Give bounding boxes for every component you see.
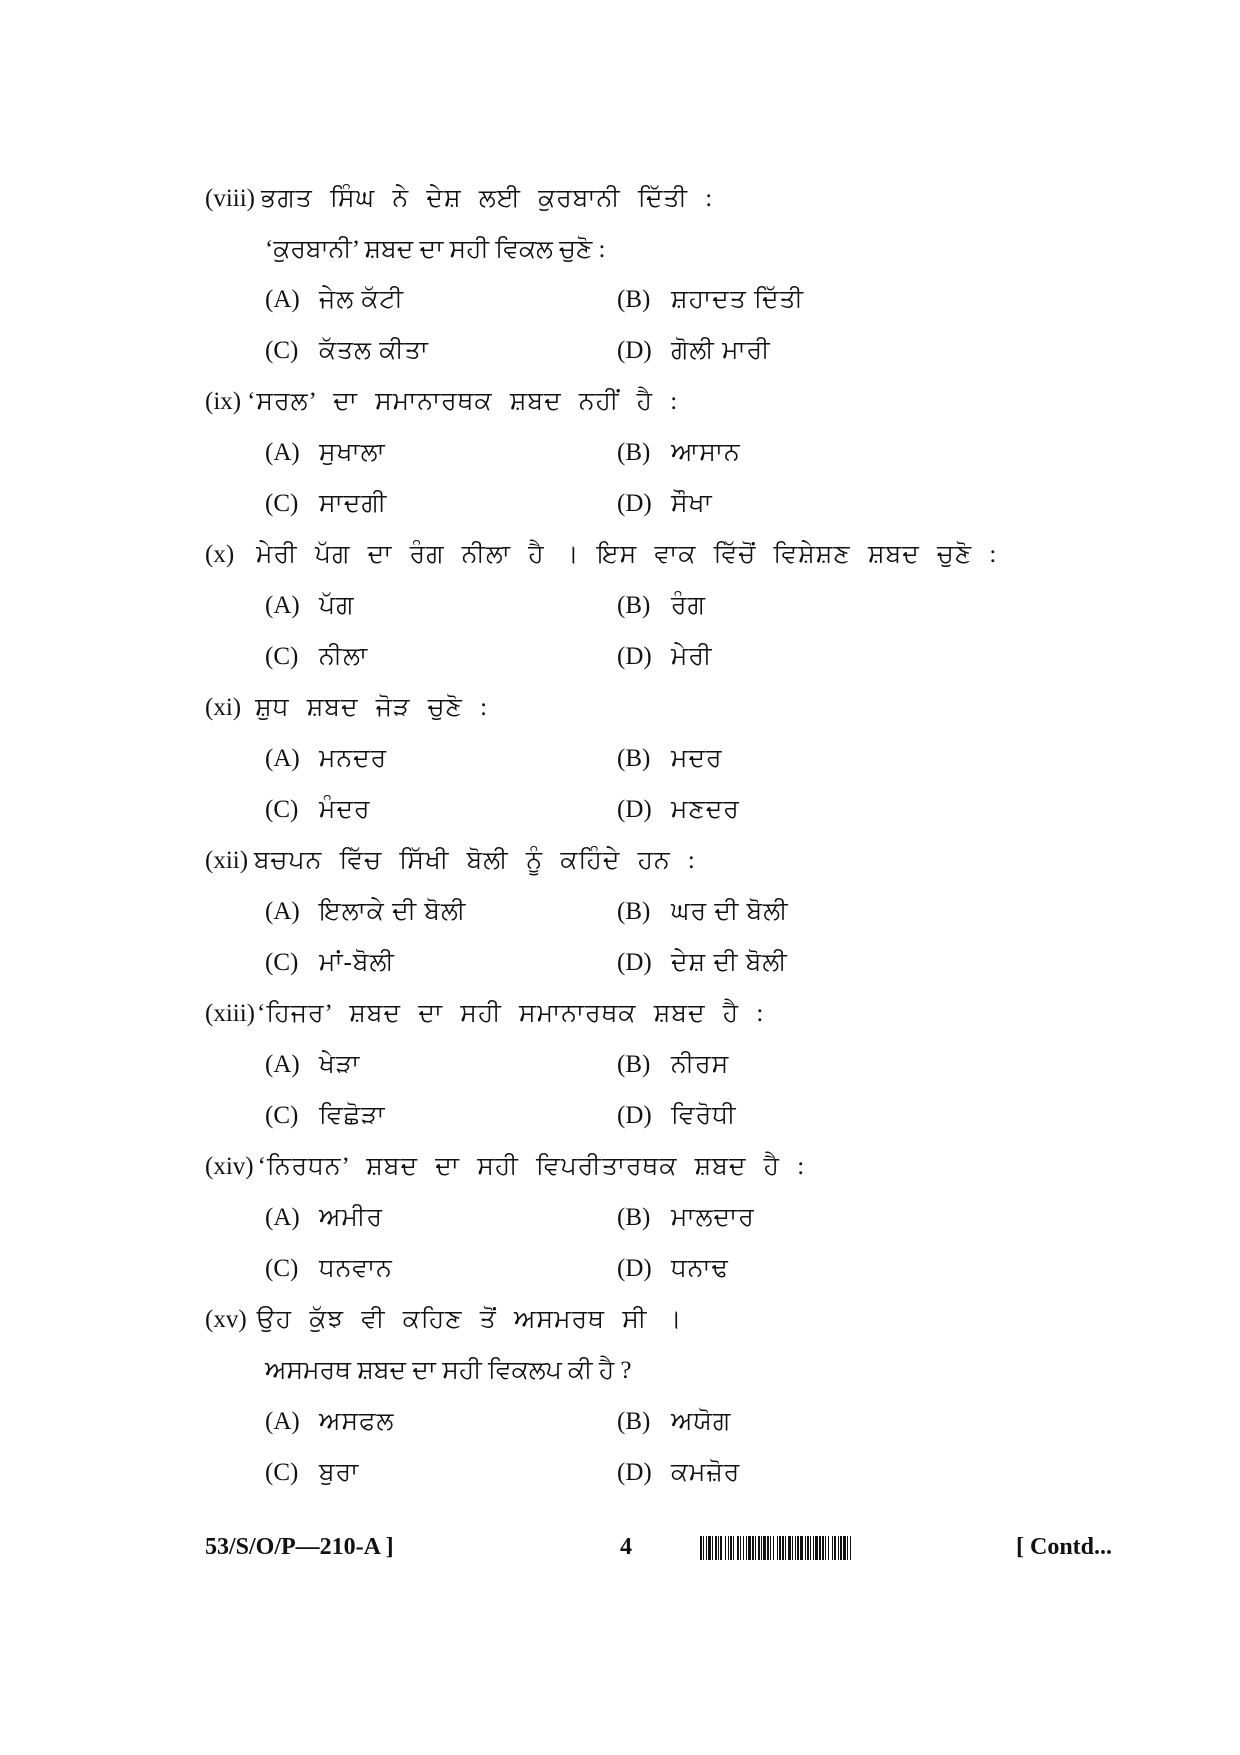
question-number: (ix) (205, 388, 242, 415)
barcode-stripe (748, 1536, 751, 1560)
option-text: ਧਨਾਢ (671, 1255, 729, 1282)
question-xiv (205, 1150, 1105, 1184)
barcode-stripe (810, 1536, 811, 1560)
question-text: ਮੇਰੀ ਪੱਗ ਦਾ ਰੰਗ ਨੀਲਾ ਹੈ । ਇਸ ਵਾਕ ਵਿੱਚੋਂ ਵਿਸ਼ੇਸ਼ਣ ਸ਼ਬਦ ਚੁਣੋ : (256, 541, 998, 568)
option-a[interactable] (265, 742, 387, 776)
barcode-stripe (752, 1536, 754, 1560)
question-text: ਉਹ ਕੁੱਝ ਵੀ ਕਹਿਣ ਤੋਂ ਅਸਮਰਥ ਸੀ । (256, 1306, 683, 1333)
option-d[interactable] (617, 334, 771, 368)
option-c[interactable] (265, 793, 371, 827)
option-d[interactable] (617, 1252, 729, 1286)
barcode-stripe (740, 1536, 741, 1560)
barcode-stripe (725, 1536, 726, 1560)
option-text: ਆਸਾਨ (671, 439, 741, 466)
option-label: (A) (265, 1051, 300, 1078)
barcode-stripe (838, 1536, 839, 1560)
option-b[interactable] (617, 1405, 731, 1439)
option-text: ਪੱਗ (319, 592, 355, 619)
option-label: (B) (617, 592, 651, 619)
option-label: (A) (265, 898, 300, 925)
barcode-stripe (761, 1536, 762, 1560)
barcode-stripe (779, 1536, 781, 1560)
option-b[interactable] (617, 436, 741, 470)
question-number: (xiv) (205, 1153, 254, 1180)
barcode-stripe (828, 1536, 829, 1560)
option-label: (D) (617, 490, 652, 517)
barcode-stripe (815, 1536, 818, 1560)
barcode-stripe (785, 1536, 786, 1560)
option-text: ਸ਼ਹਾਦਤ ਦਿੱਤੀ (671, 286, 805, 313)
option-a[interactable] (265, 436, 386, 470)
option-label: (A) (265, 745, 300, 772)
option-label: (A) (265, 592, 300, 619)
question-text: ਸ਼ੁਧ ਸ਼ਬਦ ਜੋੜ ਚੁਣੋ : (255, 694, 489, 721)
option-text: ਸੌਖਾ (671, 490, 713, 517)
option-c[interactable] (265, 640, 368, 674)
option-label: (D) (617, 1459, 652, 1486)
barcode-stripe (819, 1536, 821, 1560)
barcode-stripe (758, 1536, 760, 1560)
option-text: ਮਾਲਦਾਰ (671, 1204, 755, 1231)
option-d[interactable] (617, 946, 788, 980)
option-d[interactable] (617, 1099, 736, 1133)
barcode-stripe (703, 1536, 704, 1560)
option-text: ਨੀਰਸ (671, 1051, 730, 1078)
option-text: ਰੰਗ (671, 592, 706, 619)
option-text: ਸਾਦਗੀ (319, 490, 388, 517)
question-xv (205, 1303, 1105, 1337)
option-text: ਅਸਫਲ (319, 1408, 395, 1435)
question-text: ਭਗਤ ਸਿੰਘ ਨੇ ਦੇਸ਼ ਲਈ ਕੁਰਬਾਨੀ ਦਿੱਤੀ : (261, 185, 714, 212)
option-c[interactable] (265, 1456, 359, 1490)
barcode-stripe (706, 1536, 707, 1560)
barcode-stripe (795, 1536, 796, 1560)
option-a[interactable] (265, 589, 355, 623)
option-label: (B) (617, 286, 651, 313)
option-text: ਘਰ ਦੀ ਬੋਲੀ (671, 898, 789, 925)
option-c[interactable] (265, 1252, 393, 1286)
barcode (700, 1536, 1010, 1560)
option-c[interactable] (265, 946, 395, 980)
barcode-stripe (728, 1536, 729, 1560)
option-label: (B) (617, 898, 651, 925)
barcode-stripe (792, 1536, 793, 1560)
option-text: ਮੇਰੀ (671, 643, 713, 670)
barcode-stripe (733, 1536, 734, 1560)
question-number: (xi) (205, 694, 242, 721)
barcode-stripe (755, 1536, 756, 1560)
option-text: ਮਨਦਰ (319, 745, 388, 772)
question-number: (viii) (205, 185, 255, 212)
option-a[interactable] (265, 1048, 360, 1082)
barcode-stripe (730, 1536, 732, 1560)
option-text: ਕੱਤਲ ਕੀਤਾ (319, 337, 429, 364)
barcode-stripe (720, 1536, 722, 1560)
option-label: (C) (265, 796, 299, 823)
barcode-stripe (843, 1536, 846, 1560)
option-label: (B) (617, 745, 651, 772)
barcode-stripe (825, 1536, 826, 1560)
barcode-stripe (743, 1536, 744, 1560)
barcode-stripe (840, 1536, 842, 1560)
option-label: (C) (265, 1102, 299, 1129)
barcode-stripe (788, 1536, 791, 1560)
barcode-stripe (805, 1536, 806, 1560)
question-xii (205, 844, 1105, 878)
option-a[interactable] (265, 1405, 394, 1439)
option-text: ਮਾਂ-ਬੋਲੀ (319, 949, 395, 976)
option-d[interactable] (617, 487, 713, 521)
question-subtext: ‘ਕੁਰਬਾਨੀ’ ਸ਼ਬਦ ਦਾ ਸਹੀ ਵਿਕਲ ਚੁਣੋ : (265, 236, 606, 263)
barcode-stripe (813, 1536, 814, 1560)
barcode-stripe (834, 1536, 836, 1560)
barcode-stripe (712, 1536, 713, 1560)
option-label: (C) (265, 490, 299, 517)
barcode-stripe (715, 1536, 717, 1560)
option-text: ਇਲਾਕੇ ਦੀ ਬੋਲੀ (319, 898, 467, 925)
option-text: ਨੀਲਾ (319, 643, 369, 670)
question-text: ‘ਨਿਰਧਨ’ ਸ਼ਬਦ ਦਾ ਸਹੀ ਵਿਪਰੀਤਾਰਥਕ ਸ਼ਬਦ ਹੈ : (257, 1153, 806, 1180)
option-label: (D) (617, 1102, 652, 1129)
option-c[interactable] (265, 487, 387, 521)
option-text: ਖੇੜਾ (319, 1051, 361, 1078)
question-number: (xiii) (205, 1000, 255, 1027)
option-label: (B) (617, 1408, 651, 1435)
option-d[interactable] (617, 640, 712, 674)
barcode-stripe (777, 1536, 778, 1560)
question-subtext: ਅਸਮਰਥ ਸ਼ਬਦ ਦਾ ਸਹੀ ਵਿਕਲਪ ਕੀ ਹੈ ? (265, 1357, 632, 1384)
option-label: (A) (265, 1408, 300, 1435)
option-b[interactable] (617, 742, 723, 776)
barcode-stripe (850, 1536, 851, 1560)
option-label: (A) (265, 286, 300, 313)
barcode-stripe (708, 1536, 711, 1560)
option-label: (A) (265, 439, 300, 466)
option-a[interactable] (265, 895, 466, 929)
option-b[interactable] (617, 1201, 755, 1235)
option-a[interactable] (265, 1201, 383, 1235)
option-b[interactable] (617, 1048, 729, 1082)
option-label: (D) (617, 796, 652, 823)
option-label: (D) (617, 949, 652, 976)
option-c[interactable] (265, 334, 429, 368)
question-text: ‘ਹਿਜਰ’ ਸ਼ਬਦ ਦਾ ਸਹੀ ਸਮਾਨਾਰਥਕ ਸ਼ਬਦ ਹੈ : (257, 1000, 765, 1027)
option-label: (C) (265, 643, 299, 670)
question-viii (205, 182, 1105, 216)
option-label: (C) (265, 949, 299, 976)
question-number: (xii) (205, 847, 249, 874)
option-a[interactable] (265, 283, 404, 317)
paper-code: 53/S/O/P—210-A ] (205, 1534, 394, 1560)
barcode-stripe (700, 1536, 702, 1560)
option-text: ਮਦਰ (671, 745, 723, 772)
barcode-stripe (763, 1536, 766, 1560)
question-xi (205, 691, 1105, 725)
option-text: ਗੋਲੀ ਮਾਰੀ (671, 337, 771, 364)
option-label: (C) (265, 337, 299, 364)
option-b[interactable] (617, 895, 789, 929)
question-xiii (205, 997, 1105, 1031)
barcode-stripe (737, 1536, 739, 1560)
barcode-stripe (767, 1536, 769, 1560)
option-text: ਮੰਦਰ (319, 796, 371, 823)
option-label: (B) (617, 1051, 651, 1078)
option-label: (B) (617, 439, 651, 466)
option-text: ਸੁਖਾਲਾ (319, 439, 386, 466)
contd-label: [ Contd... (1016, 1534, 1113, 1560)
barcode-stripe (718, 1536, 719, 1560)
option-text: ਵਿਰੋਧੀ (671, 1102, 737, 1129)
barcode-stripe (800, 1536, 803, 1560)
question-text: ਬਚਪਨ ਵਿੱਚ ਸਿੱਖੀ ਬੋਲੀ ਨੂੰ ਕਹਿੰਦੇ ਹਨ : (254, 847, 696, 874)
barcode-stripe (782, 1536, 784, 1560)
option-text: ਧਨਵਾਨ (319, 1255, 393, 1282)
question-number: (xv) (205, 1306, 247, 1333)
question-ix (205, 385, 1105, 419)
option-label: (D) (617, 1255, 652, 1282)
option-label: (D) (617, 337, 652, 364)
option-text: ਕਮਜ਼ੋਰ (671, 1459, 741, 1486)
option-d[interactable] (617, 793, 740, 827)
barcode-stripe (797, 1536, 799, 1560)
option-label: (C) (265, 1459, 299, 1486)
barcode-stripe (773, 1536, 774, 1560)
option-text: ਅਮੀਰ (319, 1204, 383, 1231)
option-text: ਬੁਰਾ (319, 1459, 360, 1486)
option-text: ਵਿਛੋੜਾ (319, 1102, 386, 1129)
option-label: (B) (617, 1204, 651, 1231)
option-c[interactable] (265, 1099, 386, 1133)
option-text: ਮਣਦਰ (671, 796, 740, 823)
barcode-stripe (822, 1536, 824, 1560)
barcode-stripe (770, 1536, 771, 1560)
option-b[interactable] (617, 283, 804, 317)
question-text: ‘ਸਰਲ’ ਦਾ ਸਮਾਨਾਰਥਕ ਸ਼ਬਦ ਨਹੀਂ ਹੈ : (247, 388, 679, 415)
question-number: (x) (205, 541, 235, 568)
option-d[interactable] (617, 1456, 740, 1490)
option-label: (D) (617, 643, 652, 670)
page-number: 4 (620, 1534, 632, 1560)
question-x (205, 538, 1105, 572)
option-text: ਦੇਸ਼ ਦੀ ਬੋਲੀ (671, 949, 788, 976)
barcode-stripe (807, 1536, 809, 1560)
option-b[interactable] (617, 589, 706, 623)
barcode-stripe (832, 1536, 833, 1560)
option-label: (C) (265, 1255, 299, 1282)
option-text: ਜੇਲ ਕੱਟੀ (319, 286, 405, 313)
option-label: (A) (265, 1204, 300, 1231)
barcode-stripe (746, 1536, 747, 1560)
option-text: ਅਯੋਗ (671, 1408, 732, 1435)
barcode-stripe (847, 1536, 848, 1560)
